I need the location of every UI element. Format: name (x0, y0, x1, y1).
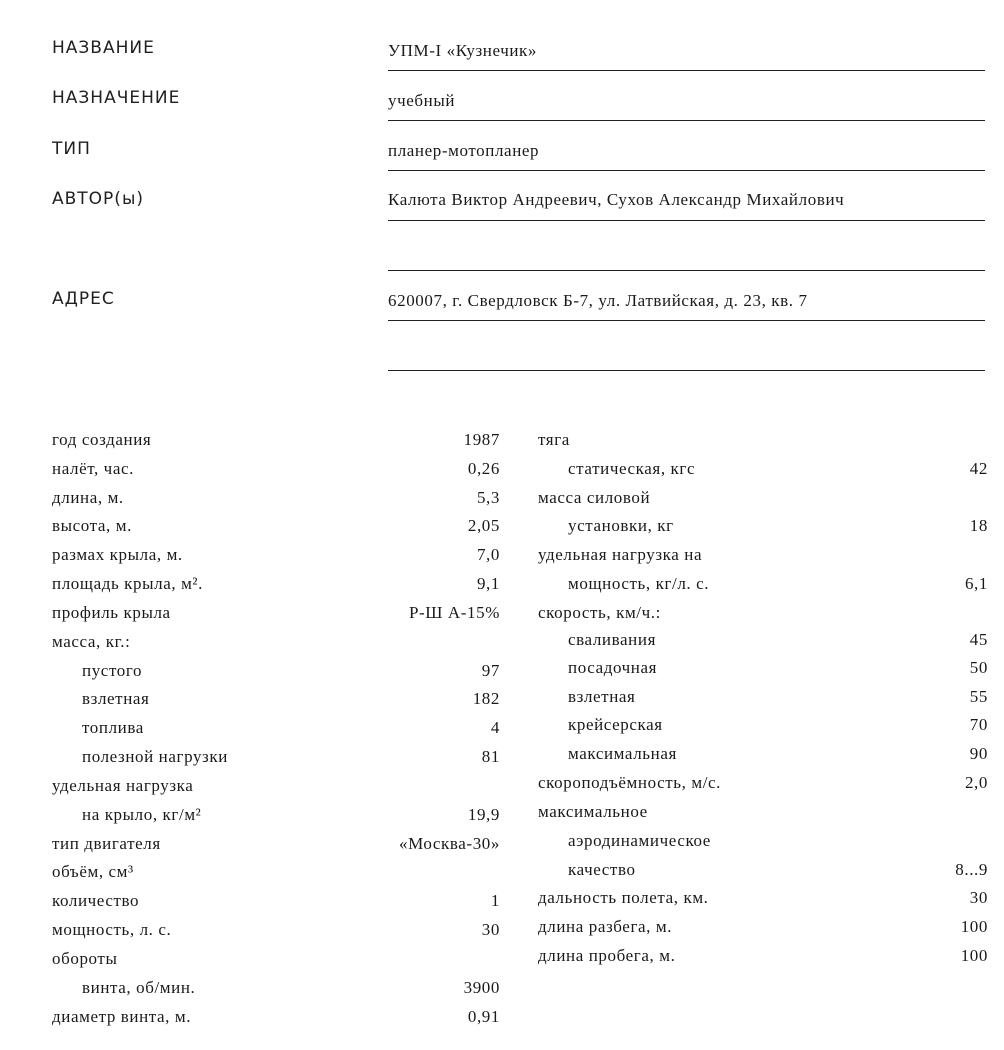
name-label: НАЗВАНИЕ (52, 38, 155, 58)
spec-value: 0,26 (467, 459, 500, 478)
spec-row (538, 488, 988, 512)
spec-name: масса, кг.: (52, 632, 131, 651)
spec-name: сваливания (568, 630, 656, 649)
spec-value: 182 (472, 689, 500, 708)
spec-row (538, 831, 988, 855)
spec-value: 8...9 (955, 860, 988, 879)
spec-row (538, 603, 988, 627)
spec-row (52, 488, 500, 512)
address-value: 620007, г. Свердловск Б-7, ул. Латвийская, д. 23, кв. 7 (388, 291, 808, 310)
spec-name: высота, м. (52, 516, 132, 535)
spec-row (52, 516, 500, 540)
spec-name: тяга (538, 430, 570, 449)
authors-underline-2 (388, 270, 985, 271)
spec-name: установки, кг (568, 516, 674, 535)
spec-value: 81 (481, 747, 500, 766)
spec-row (538, 459, 988, 483)
spec-name: дальность полета, км. (538, 888, 709, 907)
spec-value: 3900 (463, 978, 500, 997)
spec-row (52, 632, 500, 656)
spec-row (52, 603, 500, 627)
spec-value: 18 (969, 516, 988, 535)
spec-value: 7,0 (476, 545, 500, 564)
spec-value: 1 (490, 891, 500, 910)
spec-name: взлетная (82, 689, 150, 708)
spec-row (538, 545, 988, 569)
spec-value: 0,91 (467, 1007, 500, 1026)
spec-row (538, 658, 988, 682)
spec-name: длина пробега, м. (538, 946, 676, 965)
spec-row (52, 834, 500, 858)
spec-row (52, 661, 500, 685)
spec-name: максимальная (568, 744, 677, 763)
spec-name: обороты (52, 949, 118, 968)
spec-row (52, 805, 500, 829)
spec-row (538, 630, 988, 654)
spec-name: мощность, кг/л. с. (568, 574, 710, 593)
spec-row (538, 888, 988, 912)
spec-row (52, 891, 500, 915)
spec-value: 70 (969, 715, 988, 734)
spec-name: скороподъёмность, м/с. (538, 773, 722, 792)
spec-value: 90 (969, 744, 988, 763)
spec-name: на крыло, кг/м² (82, 805, 202, 824)
spec-value: «Москва-30» (398, 834, 500, 853)
spec-name: диаметр винта, м. (52, 1007, 192, 1026)
spec-value: 55 (969, 687, 988, 706)
type-value: планер-мотопланер (388, 141, 540, 160)
spec-name: посадочная (568, 658, 658, 677)
spec-value: 30 (481, 920, 500, 939)
address-underline-2 (388, 370, 985, 371)
spec-row (538, 687, 988, 711)
spec-row (52, 545, 500, 569)
authors-label: АВТОР(ы) (52, 189, 144, 209)
spec-row (52, 949, 500, 973)
spec-name: крейсерская (568, 715, 663, 734)
spec-name: масса силовой (538, 488, 651, 507)
spec-name: качество (568, 860, 636, 879)
spec-row (538, 802, 988, 826)
address-label: АДРЕС (52, 289, 115, 309)
spec-name: удельная нагрузка на (538, 545, 703, 564)
spec-value: 2,05 (467, 516, 500, 535)
spec-name: тип двигателя (52, 834, 161, 853)
spec-name: топлива (82, 718, 144, 737)
spec-name: объём, см³ (52, 862, 134, 881)
spec-name: длина, м. (52, 488, 124, 507)
spec-name: максимальное (538, 802, 648, 821)
spec-row (538, 715, 988, 739)
spec-row (52, 862, 500, 886)
spec-name: профиль крыла (52, 603, 171, 622)
type-label: ТИП (52, 139, 91, 159)
authors-value: Калюта Виктор Андреевич, Сухов Александр Михайлович (388, 190, 845, 209)
spec-value: Р-Ш А-15% (408, 603, 500, 622)
purpose-value: учебный (388, 91, 456, 110)
spec-value: 5,3 (476, 488, 500, 507)
spec-row (52, 574, 500, 598)
spec-name: полезной нагрузки (82, 747, 228, 766)
spec-row (52, 459, 500, 483)
spec-row (538, 773, 988, 797)
spec-row (52, 689, 500, 713)
spec-name: площадь крыла, м². (52, 574, 203, 593)
spec-name: длина разбега, м. (538, 917, 673, 936)
spec-name: аэродинамическое (568, 831, 711, 850)
name-value: УПМ-I «Кузнечик» (388, 41, 538, 60)
spec-row (52, 776, 500, 800)
spec-name: удельная нагрузка (52, 776, 194, 795)
spec-name: пустого (82, 661, 143, 680)
spec-row (538, 946, 988, 970)
spec-value: 100 (960, 946, 988, 965)
spec-value: 50 (969, 658, 988, 677)
spec-row (52, 747, 500, 771)
address-underline (388, 320, 985, 321)
spec-row (52, 718, 500, 742)
purpose-label: НАЗНАЧЕНИЕ (52, 88, 181, 108)
spec-value: 4 (490, 718, 500, 737)
spec-value: 9,1 (476, 574, 500, 593)
spec-value: 1987 (463, 430, 500, 449)
spec-row (538, 574, 988, 598)
spec-name: статическая, кгс (568, 459, 696, 478)
spec-row (538, 516, 988, 540)
spec-value: 97 (481, 661, 500, 680)
spec-row (538, 744, 988, 768)
spec-name: количество (52, 891, 140, 910)
purpose-underline (388, 120, 985, 121)
spec-name: мощность, л. с. (52, 920, 172, 939)
spec-name: год создания (52, 430, 152, 449)
spec-value: 30 (969, 888, 988, 907)
spec-row (52, 430, 500, 454)
spec-row (52, 978, 500, 1002)
name-underline (388, 70, 985, 71)
spec-value: 19,9 (467, 805, 500, 824)
spec-value: 6,1 (964, 574, 988, 593)
spec-name: налёт, час. (52, 459, 134, 478)
spec-value: 100 (960, 917, 988, 936)
spec-value: 42 (969, 459, 988, 478)
spec-row (538, 917, 988, 941)
spec-value: 2,0 (964, 773, 988, 792)
spec-row (538, 430, 988, 454)
spec-row (538, 860, 988, 884)
spec-name: винта, об/мин. (82, 978, 196, 997)
spec-value: 45 (969, 630, 988, 649)
authors-underline (388, 220, 985, 221)
spec-name: скорость, км/ч.: (538, 603, 661, 622)
spec-name: размах крыла, м. (52, 545, 183, 564)
spec-row (52, 920, 500, 944)
spec-name: взлетная (568, 687, 636, 706)
type-underline (388, 170, 985, 171)
spec-row (52, 1007, 500, 1031)
